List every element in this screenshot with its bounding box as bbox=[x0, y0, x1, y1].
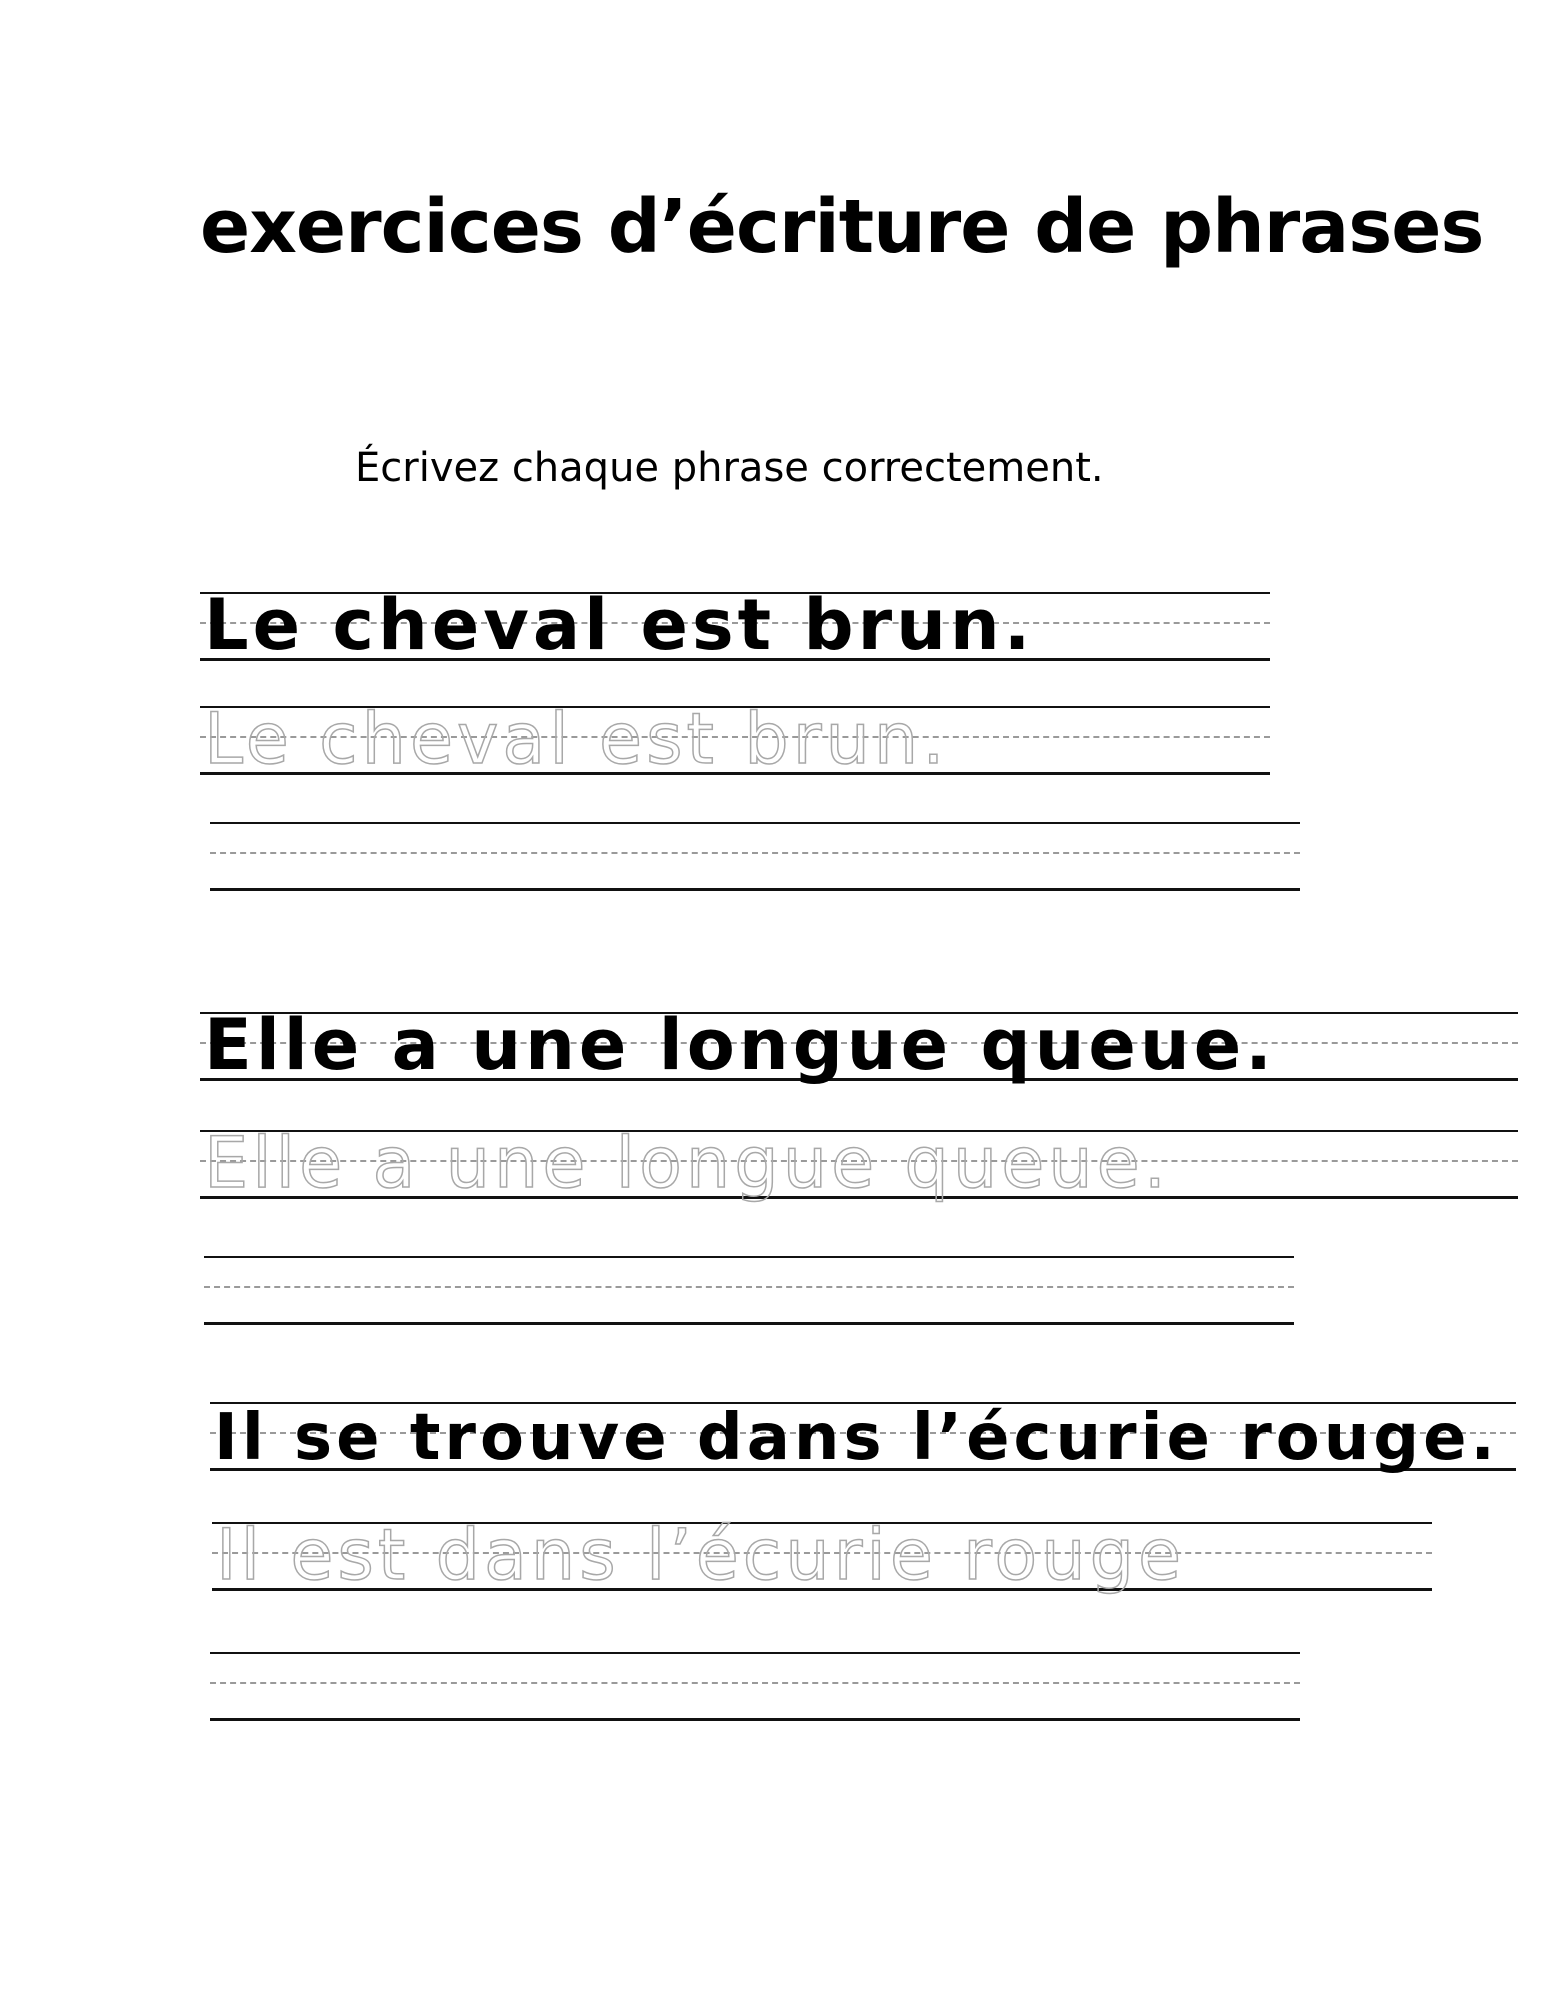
model-sentence-1-text: Le cheval est brun. bbox=[204, 584, 1035, 666]
model-sentence-2 bbox=[200, 1004, 1518, 1086]
writing-line-3[interactable] bbox=[210, 1652, 1300, 1722]
instruction-text: Écrivez chaque phrase correctement. bbox=[355, 445, 1104, 491]
trace-sentence-3-text: Il est dans l’écurie rouge bbox=[216, 1514, 1186, 1596]
trace-sentence-3 bbox=[212, 1514, 1432, 1596]
trace-sentence-1 bbox=[200, 698, 1270, 780]
model-sentence-2-text: Elle a une longue queue. bbox=[204, 1004, 1276, 1086]
model-sentence-3-text: Il se trouve dans l’écurie rouge. bbox=[214, 1401, 1499, 1475]
worksheet-title: exercices d’écriture de phrases bbox=[200, 184, 1484, 270]
trace-sentence-2 bbox=[200, 1122, 1518, 1204]
model-sentence-1 bbox=[200, 584, 1270, 666]
model-sentence-3 bbox=[210, 1401, 1516, 1475]
writing-line-2[interactable] bbox=[204, 1256, 1294, 1326]
trace-sentence-1-text: Le cheval est brun. bbox=[204, 698, 949, 780]
trace-sentence-2-text: Elle a une longue queue. bbox=[204, 1122, 1170, 1204]
writing-line-1[interactable] bbox=[210, 822, 1300, 892]
